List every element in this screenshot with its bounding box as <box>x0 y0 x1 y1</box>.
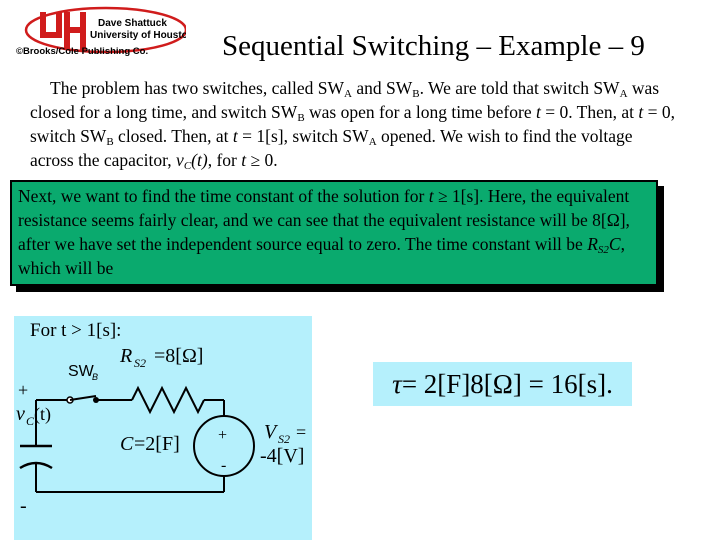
logo-line2: University of Houston <box>90 30 186 41</box>
vc-label-sub: C <box>26 414 35 428</box>
formula-rest: = 2[F]8[Ω] = 16[s]. <box>401 368 613 399</box>
source-label-eq: = <box>296 422 307 442</box>
logo-line3: ©Brooks/Cole Publishing Co. <box>16 46 149 57</box>
resistor-label-sub: S2 <box>134 356 146 370</box>
resistor-label: R <box>120 345 133 367</box>
tau-symbol: τ <box>392 368 402 399</box>
switch-label-sub: B <box>92 372 99 382</box>
time-constant-formula <box>373 362 632 406</box>
resistor-value: =8[Ω] <box>154 345 204 367</box>
vc-label: v <box>16 403 25 425</box>
circuit-diagram <box>14 316 312 540</box>
source-label: V <box>264 421 277 443</box>
slide-title: Sequential Switching – Example – 9 <box>222 30 645 62</box>
circuit-heading: For t > 1[s]: <box>30 320 122 341</box>
switch-sw-b <box>67 363 99 403</box>
capacitor <box>20 433 180 468</box>
resistor-rs2 <box>119 345 204 412</box>
source-value: -4[V] <box>260 445 305 467</box>
source-label-sub: S2 <box>278 432 290 446</box>
vc-plus: + <box>18 380 29 400</box>
vc-label-arg: (t) <box>34 404 51 424</box>
voltage-source-vs2 <box>194 416 306 476</box>
capacitor-value: =2[F] <box>134 433 180 455</box>
problem-statement: The problem has two switches, called $SW_A$ and $SW_B$. We are told that switch $SW_A$ was closed for a long time, and switch $SW_B$ was open for a long time before t = 0. Then, at t = 0, switch $SW_B$ closed. Then, at t = 1[s], switch $SW_A$ opened. We wish to find the voltage across the capacitor, $v_C(t)$, for t ≥ 0. <box>30 78 675 172</box>
time-constant-callout: Next, we want to find the time constant of the solution for t ≥ 1[s]. Here, the equivalent resistance seems fairly clear, and we can see that the equivalent resistance will be 8[Ω], after we have set the independent source equal to zero. The time constant will be $R_{S2}C$, which will be <box>10 180 658 286</box>
logo-line1: Dave Shattuck <box>98 18 167 29</box>
capacitor-label: C <box>120 433 134 455</box>
source-minus: - <box>221 457 227 474</box>
source-plus: + <box>218 427 228 444</box>
vc-minus: - <box>20 495 27 517</box>
publisher-logo <box>8 4 186 60</box>
switch-label: SW <box>68 363 94 380</box>
